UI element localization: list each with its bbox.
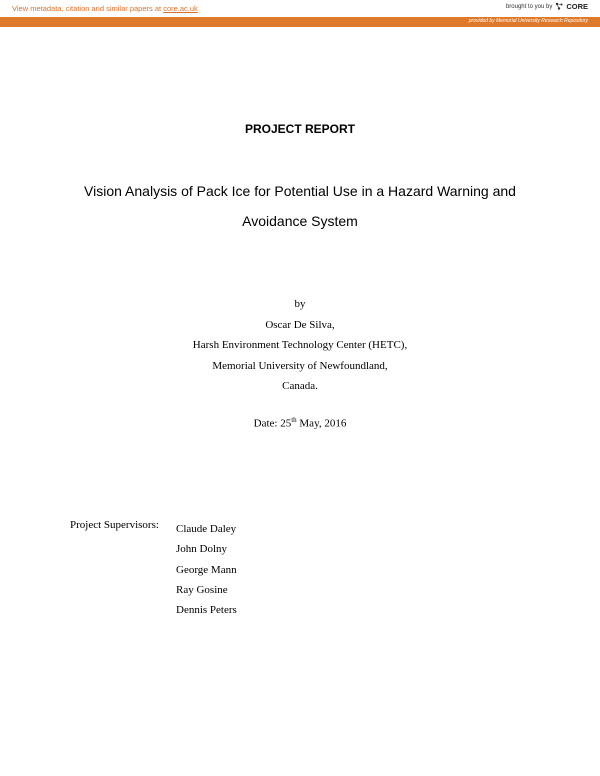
supervisor-name: George Mann xyxy=(176,563,237,576)
supervisors-label: Project Supervisors: xyxy=(70,519,159,531)
core-brand-name: CORE xyxy=(566,2,588,11)
metadata-label: View metadata, citation and similar papers at xyxy=(12,4,162,13)
supervisor-name: Claude Daley xyxy=(176,523,237,535)
report-heading: PROJECT REPORT xyxy=(244,122,355,136)
supervisor-name: Dennis Peters xyxy=(176,604,237,617)
author-center: Harsh Environment Technology Center (HETC), xyxy=(192,339,408,351)
author-country: Canada. xyxy=(282,380,318,392)
core-metadata-text xyxy=(12,4,198,13)
brought-to-you xyxy=(506,2,588,11)
core-provided-text[interactable]: provided by Memorial University Research Repository xyxy=(468,18,588,24)
core-banner xyxy=(0,0,600,28)
core-logo[interactable] xyxy=(555,2,588,11)
date-prefix: Date: 25 xyxy=(253,417,292,430)
title-line-1: Vision Analysis of Pack Ice for Potential Use in a Hazard Warning and xyxy=(84,183,516,199)
by-line: by xyxy=(294,298,306,310)
supervisor-name: Ray Gosine xyxy=(176,583,228,596)
core-logo-icon xyxy=(555,2,564,11)
report-title xyxy=(60,176,540,236)
supervisors-list xyxy=(176,519,237,620)
author-university: Memorial University of Newfoundland, xyxy=(212,359,388,372)
date-rest: May, 2016 xyxy=(296,417,347,430)
report-date xyxy=(0,416,600,430)
brought-label: brought to you by xyxy=(505,3,553,10)
author-block xyxy=(0,294,600,397)
title-line-2: Avoidance System xyxy=(242,213,358,229)
author-name: Oscar De Silva, xyxy=(265,318,335,331)
date-ordinal: th xyxy=(291,416,297,424)
core-link[interactable]: core.ac.uk xyxy=(163,4,198,13)
supervisor-name: John Dolny xyxy=(176,543,228,556)
